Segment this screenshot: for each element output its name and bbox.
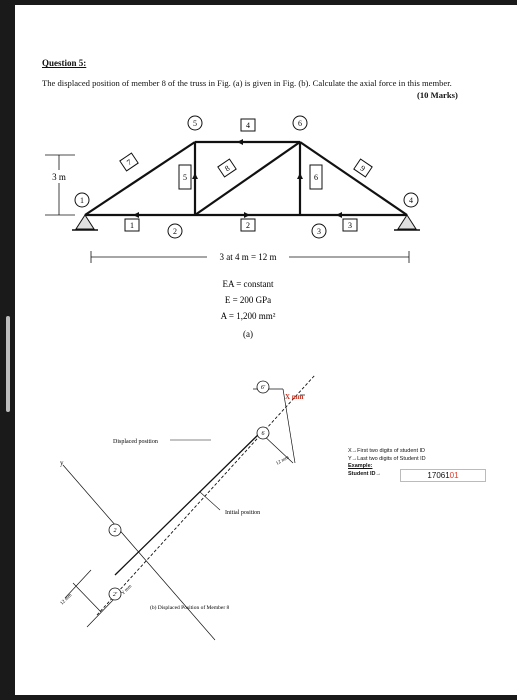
note-line-1: X→First two digits of student ID [348,448,426,454]
member-label-2: 2 [246,221,250,230]
displaced-member-line [115,430,263,575]
student-id-box [400,469,486,482]
support-right [394,215,420,230]
viewer-sidebar [0,0,15,700]
y-axis-line [63,465,215,640]
scrollbar-thumb[interactable] [6,316,10,412]
dim-12mm-right: 12 mm [275,455,291,467]
initial-member-line [97,375,315,615]
dim-y-mm: Y mm [120,584,134,597]
member-label-5: 5 [183,173,187,182]
truss-figure [15,5,517,365]
joint-label-6: 6 [298,119,302,128]
support-left [72,215,98,230]
member-label-3: 3 [348,221,352,230]
axis-y-label: y [60,459,64,467]
member-label-1: 1 [130,221,134,230]
caption-a: (a) [243,329,253,339]
span-label: 3 at 4 m = 12 m [219,252,277,262]
question-marks: (10 Marks) [417,90,458,100]
caption-b: (b) Displaced Position of Member 8 [150,605,230,611]
note-student-id: Student ID→ [348,470,381,477]
member-8 [195,142,300,215]
joint-6: 6 [261,431,265,437]
member-label-6: 6 [314,173,318,182]
joint-label-1: 1 [80,196,84,205]
student-id-note [348,448,508,482]
prop-a: A = 1,200 mm² [220,311,276,321]
note-line-2: Y→Last two digits of Student ID [348,455,426,462]
joint-2: 2 [113,528,117,534]
prop-e: E = 200 GPa [224,295,272,305]
height-label: 3 m [52,172,66,182]
displaced-position-label: Displaced position [113,439,158,445]
student-id-black: 17061 [427,470,450,480]
member-label-8: 8 [223,163,232,174]
joint-6-prime: 6' [260,385,266,391]
member-label-7: 7 [125,157,134,168]
prop-ea: EA = constant [222,279,274,289]
displacement-figure [15,365,517,695]
joint-label-3: 3 [317,227,321,236]
joint-label-2: 2 [173,227,177,236]
truss-properties [221,279,276,339]
joint-2-prime: 2' [112,592,118,598]
joint-label-4: 4 [409,196,413,205]
height-dimension [45,155,75,215]
question-body: The displaced position of member 8 of the truss in Fig. (a) is given in Fig. (b). Calculate the axial force in this member. [42,78,452,88]
left-dimension [65,570,115,627]
note-example: Example: [348,463,373,469]
document-page [15,5,517,695]
member-label-9: 9 [358,163,367,174]
joint-label-5: 5 [193,119,197,128]
dim-12mm-left: 12 mm [59,592,74,607]
x-mm-label: X mm [285,393,304,401]
truss-members [85,142,407,215]
initial-position-label: Initial position [225,510,261,516]
student-id-red: 01 [449,470,459,480]
question-title: Question 5: [42,58,87,68]
member-label-4: 4 [246,121,250,130]
